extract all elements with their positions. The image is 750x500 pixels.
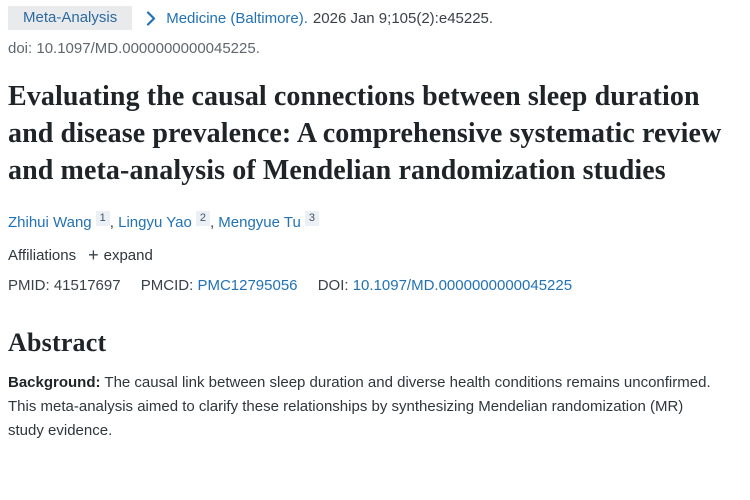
abstract-heading: Abstract <box>8 328 107 357</box>
pmcid-group <box>141 277 298 294</box>
citation-text: 2026 Jan 9;105(2):e45225. <box>312 9 494 27</box>
author-link[interactable]: Lingyu Yao <box>118 214 192 231</box>
doi-label: DOI: <box>317 277 349 294</box>
pmcid-label: PMCID: <box>140 277 194 294</box>
background-text: The causal link between sleep duration and diverse health conditions remains unconfirmed. This meta-analysis aimed to clarify these relationships by synthesizing Mendelian randomization (MR) study evidence. <box>8 374 711 439</box>
author-affiliation-sup[interactable]: 2 <box>196 211 210 226</box>
pmid-group <box>8 277 121 294</box>
author-separator: , <box>209 214 219 231</box>
doi-link[interactable]: 10.1097/MD.0000000000045225 <box>352 277 573 294</box>
pmid-label: PMID: <box>8 277 50 294</box>
authors-list <box>8 211 740 231</box>
author-affiliation-sup[interactable]: 1 <box>96 211 110 226</box>
chevron-right-icon <box>146 11 156 26</box>
background-label: Background: <box>8 374 101 391</box>
author-separator: , <box>109 214 119 231</box>
doi-group <box>318 277 572 294</box>
pmcid-link[interactable]: PMC12795056 <box>197 277 298 294</box>
publication-type-badge[interactable]: Meta-Analysis <box>8 6 132 30</box>
citation-header <box>8 6 740 30</box>
doi-line: doi: 10.1097/MD.0000000000045225. <box>8 40 260 57</box>
pmid-value: 41517697 <box>53 277 121 294</box>
author-link[interactable]: Mengyue Tu <box>218 214 301 231</box>
journal-link[interactable]: Medicine (Baltimore). <box>166 9 308 27</box>
identifiers-row <box>8 277 740 294</box>
author-affiliation-sup[interactable]: 3 <box>305 211 319 226</box>
affiliations-row <box>8 247 740 264</box>
expand-label: expand <box>103 247 153 264</box>
article-title: Evaluating the causal connections between sleep duration and disease prevalence: A comprehensive systematic review and meta-analysis of Mendelian randomization studies <box>8 81 722 186</box>
affiliations-expand-button[interactable] <box>88 247 153 264</box>
plus-icon: + <box>88 245 99 265</box>
affiliations-label: Affiliations <box>8 247 77 264</box>
author-link[interactable]: Zhihui Wang <box>8 214 92 231</box>
abstract-background-paragraph <box>8 371 720 443</box>
